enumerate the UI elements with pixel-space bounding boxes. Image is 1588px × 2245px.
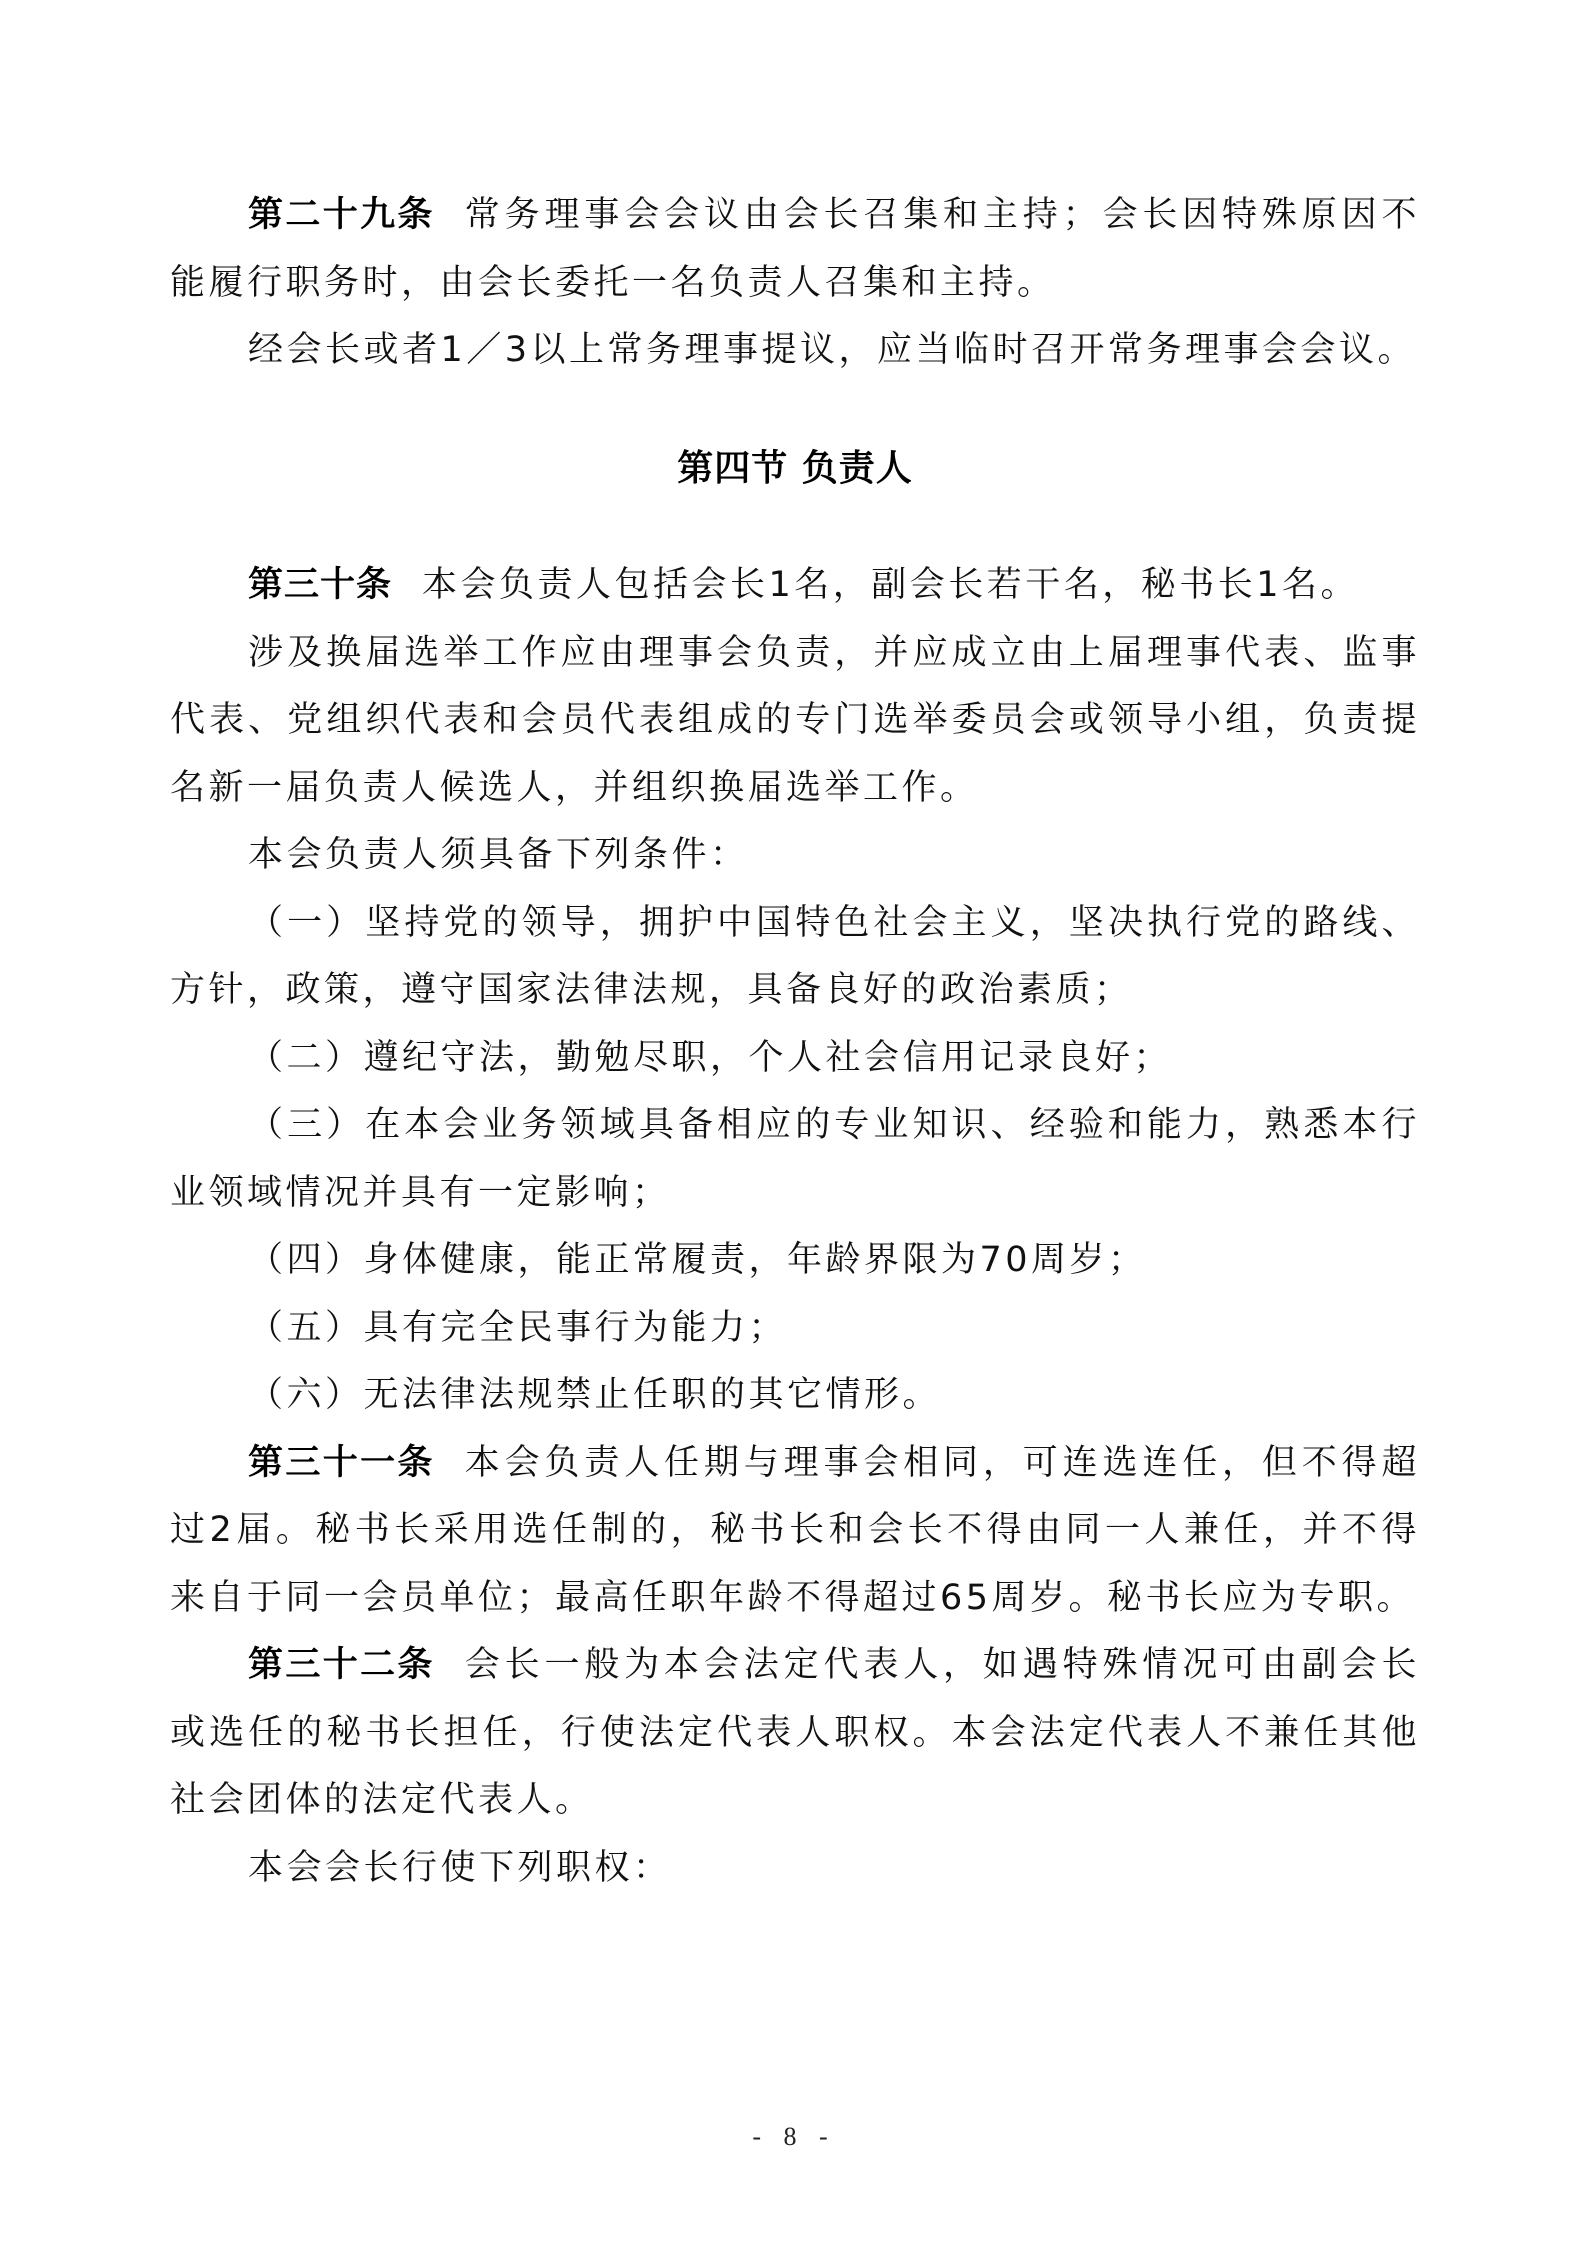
article-label: 第三十一条 — [248, 1442, 435, 1483]
condition-item: （四）身体健康，能正常履责，年龄界限为70周岁； — [248, 1240, 1147, 1280]
condition-item: （六）无法律法规禁止任职的其它情形。 — [248, 1375, 942, 1415]
article-30 — [170, 552, 1420, 620]
article-29 — [170, 182, 1420, 317]
article-label: 第三十二条 — [248, 1645, 435, 1685]
article-text: 常务理事会会议由会长召集和主持；会长因特殊原因不能履行职务时，由会长委托一名负责人召集和主持。 — [170, 195, 1420, 303]
article-text: 本会负责人任期与理事会相同，可连选连任，但不得超过2届。秘书长采用选任制的，秘书长和会长不得由同一人兼任，并不得来自于同一会员单位；最高任职年龄不得超过65周岁。秘书长应为专职。 — [170, 1442, 1420, 1618]
article-label: 第二十九条 — [248, 195, 435, 235]
article-30-para3: 本会负责人须具备下列条件： — [248, 835, 749, 875]
article-32-para2: 本会会长行使下列职权： — [248, 1847, 672, 1888]
condition-item: （五）具有完全民事行为能力； — [248, 1307, 788, 1348]
condition-item: （三）在本会业务领域具备相应的专业知识、经验和能力，熟悉本行业领域情况并具有一定影响； — [170, 1105, 1420, 1213]
condition-item: （二）遵纪守法，勤勉尽职，个人社会信用记录良好； — [248, 1037, 1173, 1078]
document-body — [170, 182, 1420, 1902]
section-heading: 第四节 负责人 — [677, 447, 913, 489]
article-text: 会长一般为本会法定代表人，如遇特殊情况可由副会长或选任的秘书长担任，行使法定代表人职权。本会法定代表人不兼任其他社会团体的法定代表人。 — [170, 1645, 1420, 1820]
article-31 — [170, 1430, 1420, 1633]
article-29-para2: 经会长或者1／3以上常务理事提议，应当临时召开常务理事会会议。 — [248, 330, 1417, 370]
article-label: 第三十条 — [248, 565, 393, 605]
article-30-para2: 涉及换届选举工作应由理事会负责，并应成立由上届理事代表、监事代表、党组织代表和会员代表组成的专门选举委员会或领导小组，负责提名新一届负责人候选人，并组织换届选举工作。 — [170, 632, 1420, 808]
article-32 — [170, 1632, 1420, 1835]
article-text: 本会负责人包括会长1名，副会长若干名，秘书长1名。 — [422, 565, 1360, 605]
page-number: - 8 - — [752, 2122, 836, 2151]
condition-item: （一）坚持党的领导，拥护中国特色社会主义，坚决执行党的路线、方针，政策，遵守国家法律法规，具备良好的政治素质； — [170, 902, 1420, 1010]
